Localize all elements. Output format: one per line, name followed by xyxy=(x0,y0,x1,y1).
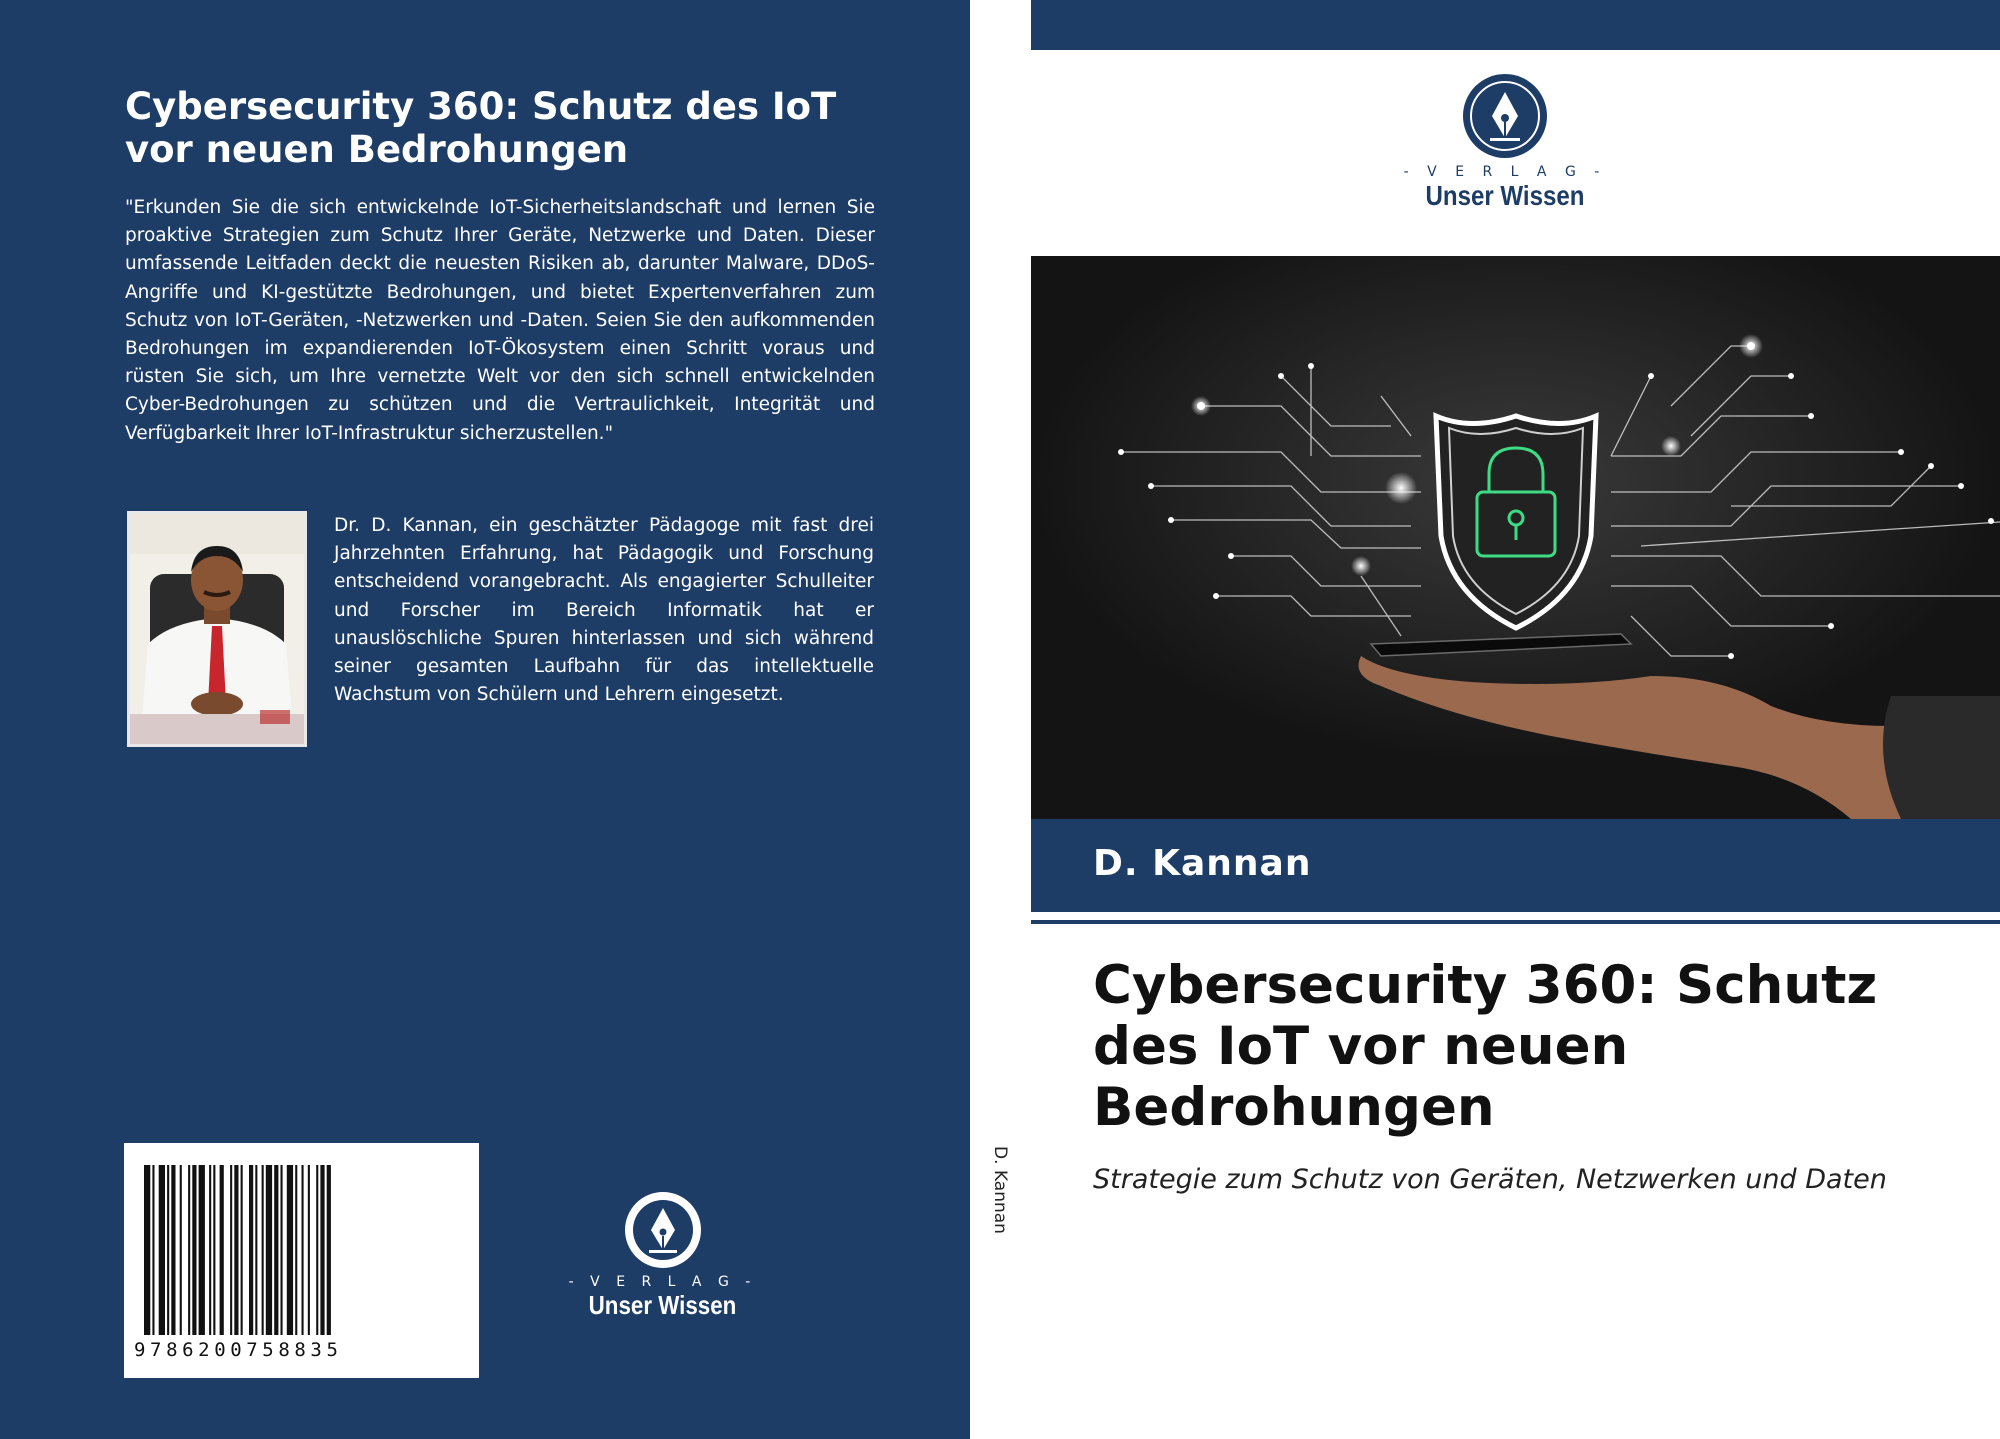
shield-circuit-illustration xyxy=(1031,256,2000,819)
front-top-bar xyxy=(1031,0,2000,50)
barcode-bars xyxy=(124,1143,479,1338)
front-cover-subtitle: Strategie zum Schutz von Geräten, Netzwerken und Daten xyxy=(1093,1164,1887,1195)
front-divider xyxy=(1031,920,2000,924)
barcode-bar xyxy=(266,1165,272,1335)
barcode-bar xyxy=(241,1165,243,1335)
barcode-bar xyxy=(302,1165,304,1335)
barcode-bar xyxy=(192,1165,196,1335)
isbn-digits: 9786200758835 xyxy=(134,1339,343,1361)
back-cover-title: Cybersecurity 360: Schutz des IoT vor neuen Bedrohungen xyxy=(125,85,837,171)
barcode-bar xyxy=(159,1165,165,1335)
author-bio: Dr. D. Kannan, ein geschätzter Pädagoge mit fast drei Jahrzehnten Erfahrung, hat Pädagogik und Forschung entscheidend vorangebracht. Als engagierter Schulleiter und Forscher im Bereich Informatik hat er unauslöschliche Spuren hinterlassen und sich während seiner gesamten Laufbahn für das intellektuelle Wachstum von Schülern und Lehrern eingesetzt. xyxy=(334,515,874,706)
barcode-bar xyxy=(316,1165,318,1335)
barcode-bar xyxy=(274,1165,278,1335)
back-logo-name: Unser Wissen xyxy=(588,1290,737,1320)
back-publisher-logo xyxy=(560,1190,765,1320)
barcode-bar xyxy=(234,1165,238,1335)
barcode-bar xyxy=(320,1165,324,1335)
front-logo-verlag: - V E R L A G - xyxy=(1403,164,1607,180)
back-cover-blurb: "Erkunden Sie die sich entwickelnde IoT-Sicherheitslandschaft und lernen Sie proaktive Strategien zum Schutz Ihrer Geräte, Netzwerke und Daten. Dieser umfassende Leitfaden deckt die neuesten Risiken ab, darunter Malware, DDoS-Angriffe und KI-gestützte Bedrohungen, und bietet Expertenverfahren zum Schutz von IoT-Geräten, -Netzwerken und -Daten. Seien Sie den aufkommenden Bedrohungen im expandierenden IoT-Ökosystem einen Schritt voraus und rüsten Sie sich, um Ihre vernetzte Welt vor den sich schnell entwickelnden Cyber-Bedrohungen zu schützen und die Vertraulichkeit, Integrität und Verfügbarkeit Ihrer IoT-Infrastruktur sicherzustellen." xyxy=(125,197,875,444)
front-logo-name: Unser Wissen xyxy=(1425,180,1585,211)
front-author-name: D. Kannan xyxy=(1093,843,1312,884)
cover-illustration xyxy=(1031,256,2000,819)
barcode-bar xyxy=(281,1165,283,1335)
barcode-bar xyxy=(144,1165,150,1335)
barcode-bar xyxy=(249,1165,253,1335)
pen-nib-icon xyxy=(1461,72,1549,160)
barcode-bar xyxy=(295,1165,297,1335)
back-cover xyxy=(0,0,970,1439)
barcode-bar xyxy=(327,1165,331,1335)
barcode-bar xyxy=(220,1165,224,1335)
isbn-barcode xyxy=(124,1143,479,1378)
front-publisher-logo xyxy=(1385,72,1625,222)
author-photo xyxy=(127,511,307,747)
barcode-bar xyxy=(199,1165,205,1335)
barcode-bar xyxy=(171,1165,175,1335)
barcode-bar xyxy=(255,1165,257,1335)
barcode-bar xyxy=(213,1165,215,1335)
barcode-bar xyxy=(167,1165,169,1335)
author-portrait-image xyxy=(130,514,304,744)
barcode-bar xyxy=(287,1165,293,1335)
barcode-bar xyxy=(152,1165,154,1335)
spine-author: D. Kannan xyxy=(990,1146,1010,1234)
barcode-bar xyxy=(308,1165,310,1335)
front-cover-title: Cybersecurity 360: Schutz des IoT vor neuen Bedrohungen xyxy=(1093,955,1878,1138)
front-author-band xyxy=(1031,819,2000,912)
pen-nib-icon xyxy=(623,1190,703,1270)
barcode-bar xyxy=(262,1165,264,1335)
barcode-bar xyxy=(230,1165,232,1335)
back-logo-verlag: - V E R L A G - xyxy=(568,1274,757,1290)
barcode-bar xyxy=(188,1165,190,1335)
barcode-bar xyxy=(209,1165,211,1335)
barcode-bar xyxy=(180,1165,182,1335)
